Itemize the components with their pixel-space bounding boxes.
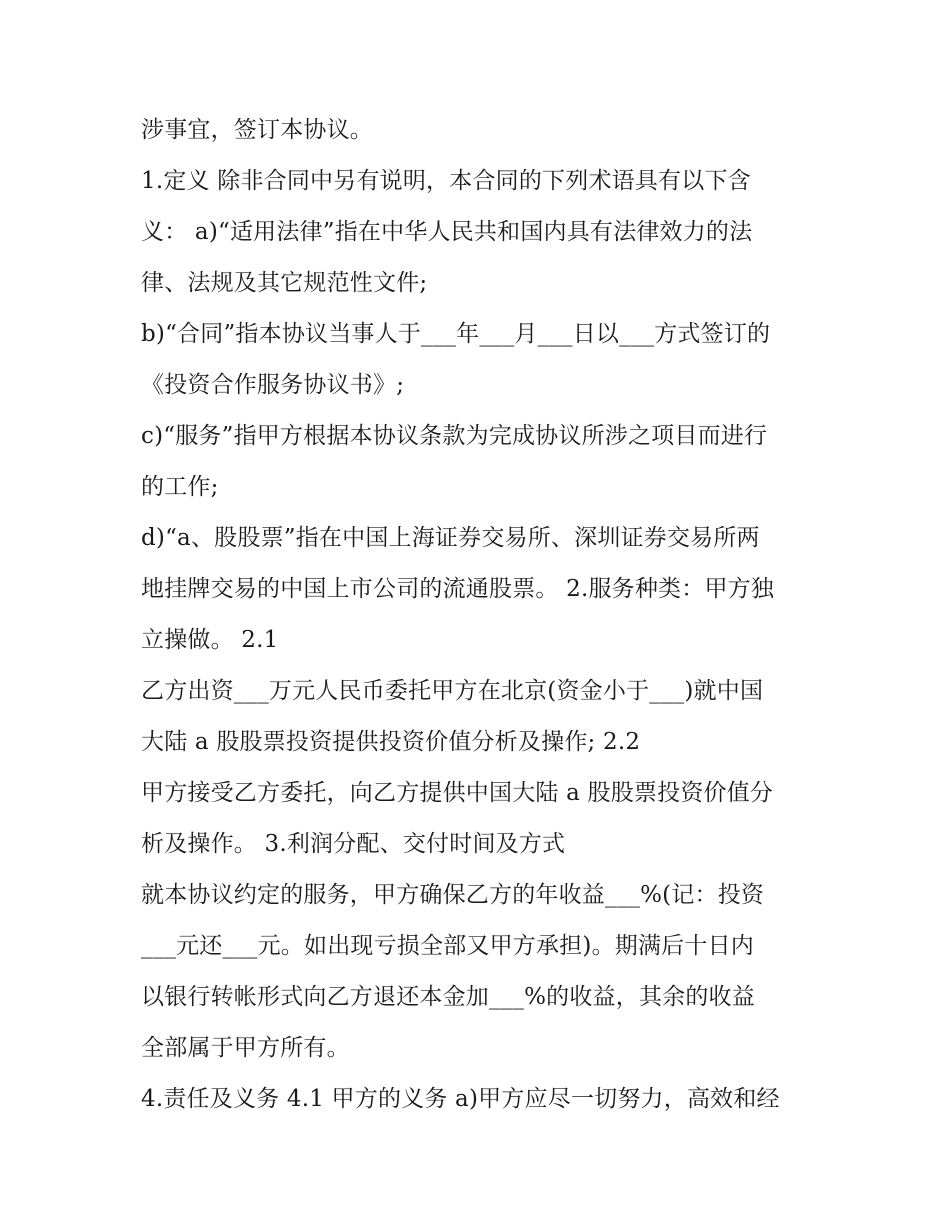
text-line: 以银行转帐形式向乙方退还本金加___%的收益，其余的收益 (141, 984, 755, 1010)
text-line: b)“合同”指本协议当事人于___年___月___日以___方式签订的 (141, 321, 771, 347)
text-line: 全部属于甲方所有。 (141, 1035, 350, 1061)
text-line: c)“服务”指甲方根据本协议条款为完成协议所涉之项目而进行 (141, 423, 768, 449)
text-line: d)“a、股股票”指在中国上海证券交易所、深圳证券交易所两 (141, 525, 760, 551)
text-line: 就本协议约定的服务，甲方确保乙方的年收益___%(记：投资 (141, 882, 765, 908)
text-line: 1.定义 除非合同中另有说明，本合同的下列术语具有以下含 (141, 168, 751, 194)
text-line: 甲方接受乙方委托，向乙方提供中国大陆 a 股股票投资价值分 (141, 780, 774, 806)
text-line: 4.责任及义务 4.1 甲方的义务 a)甲方应尽一切努力，高效和经 (141, 1086, 780, 1112)
text-line: 律、法规及其它规范性文件; (141, 270, 428, 296)
text-line: 地挂牌交易的中国上市公司的流通股票。 2.服务种类：甲方独 (141, 576, 775, 602)
text-line: 的工作; (141, 474, 219, 500)
text-line: ___元还___元。如出现亏损全部又甲方承担)。期满后十日内 (141, 933, 754, 959)
text-line: 析及操作。 3.利润分配、交付时间及方式 (141, 831, 566, 857)
text-line: 《投资合作服务协议书》; (141, 372, 405, 398)
text-line: 义： a)“适用法律”指在中华人民共和国内具有法律效力的法 (141, 219, 753, 245)
text-line: 大陆 a 股股票投资提供投资价值分析及操作; 2.2 (141, 729, 641, 755)
text-line: 乙方出资___万元人民币委托甲方在北京(资金小于___)就中国 (141, 678, 764, 704)
text-line: 立操做。 2.1 (141, 627, 279, 653)
text-line: 涉事宜，签订本协议。 (141, 117, 373, 143)
document-body (141, 105, 821, 1125)
